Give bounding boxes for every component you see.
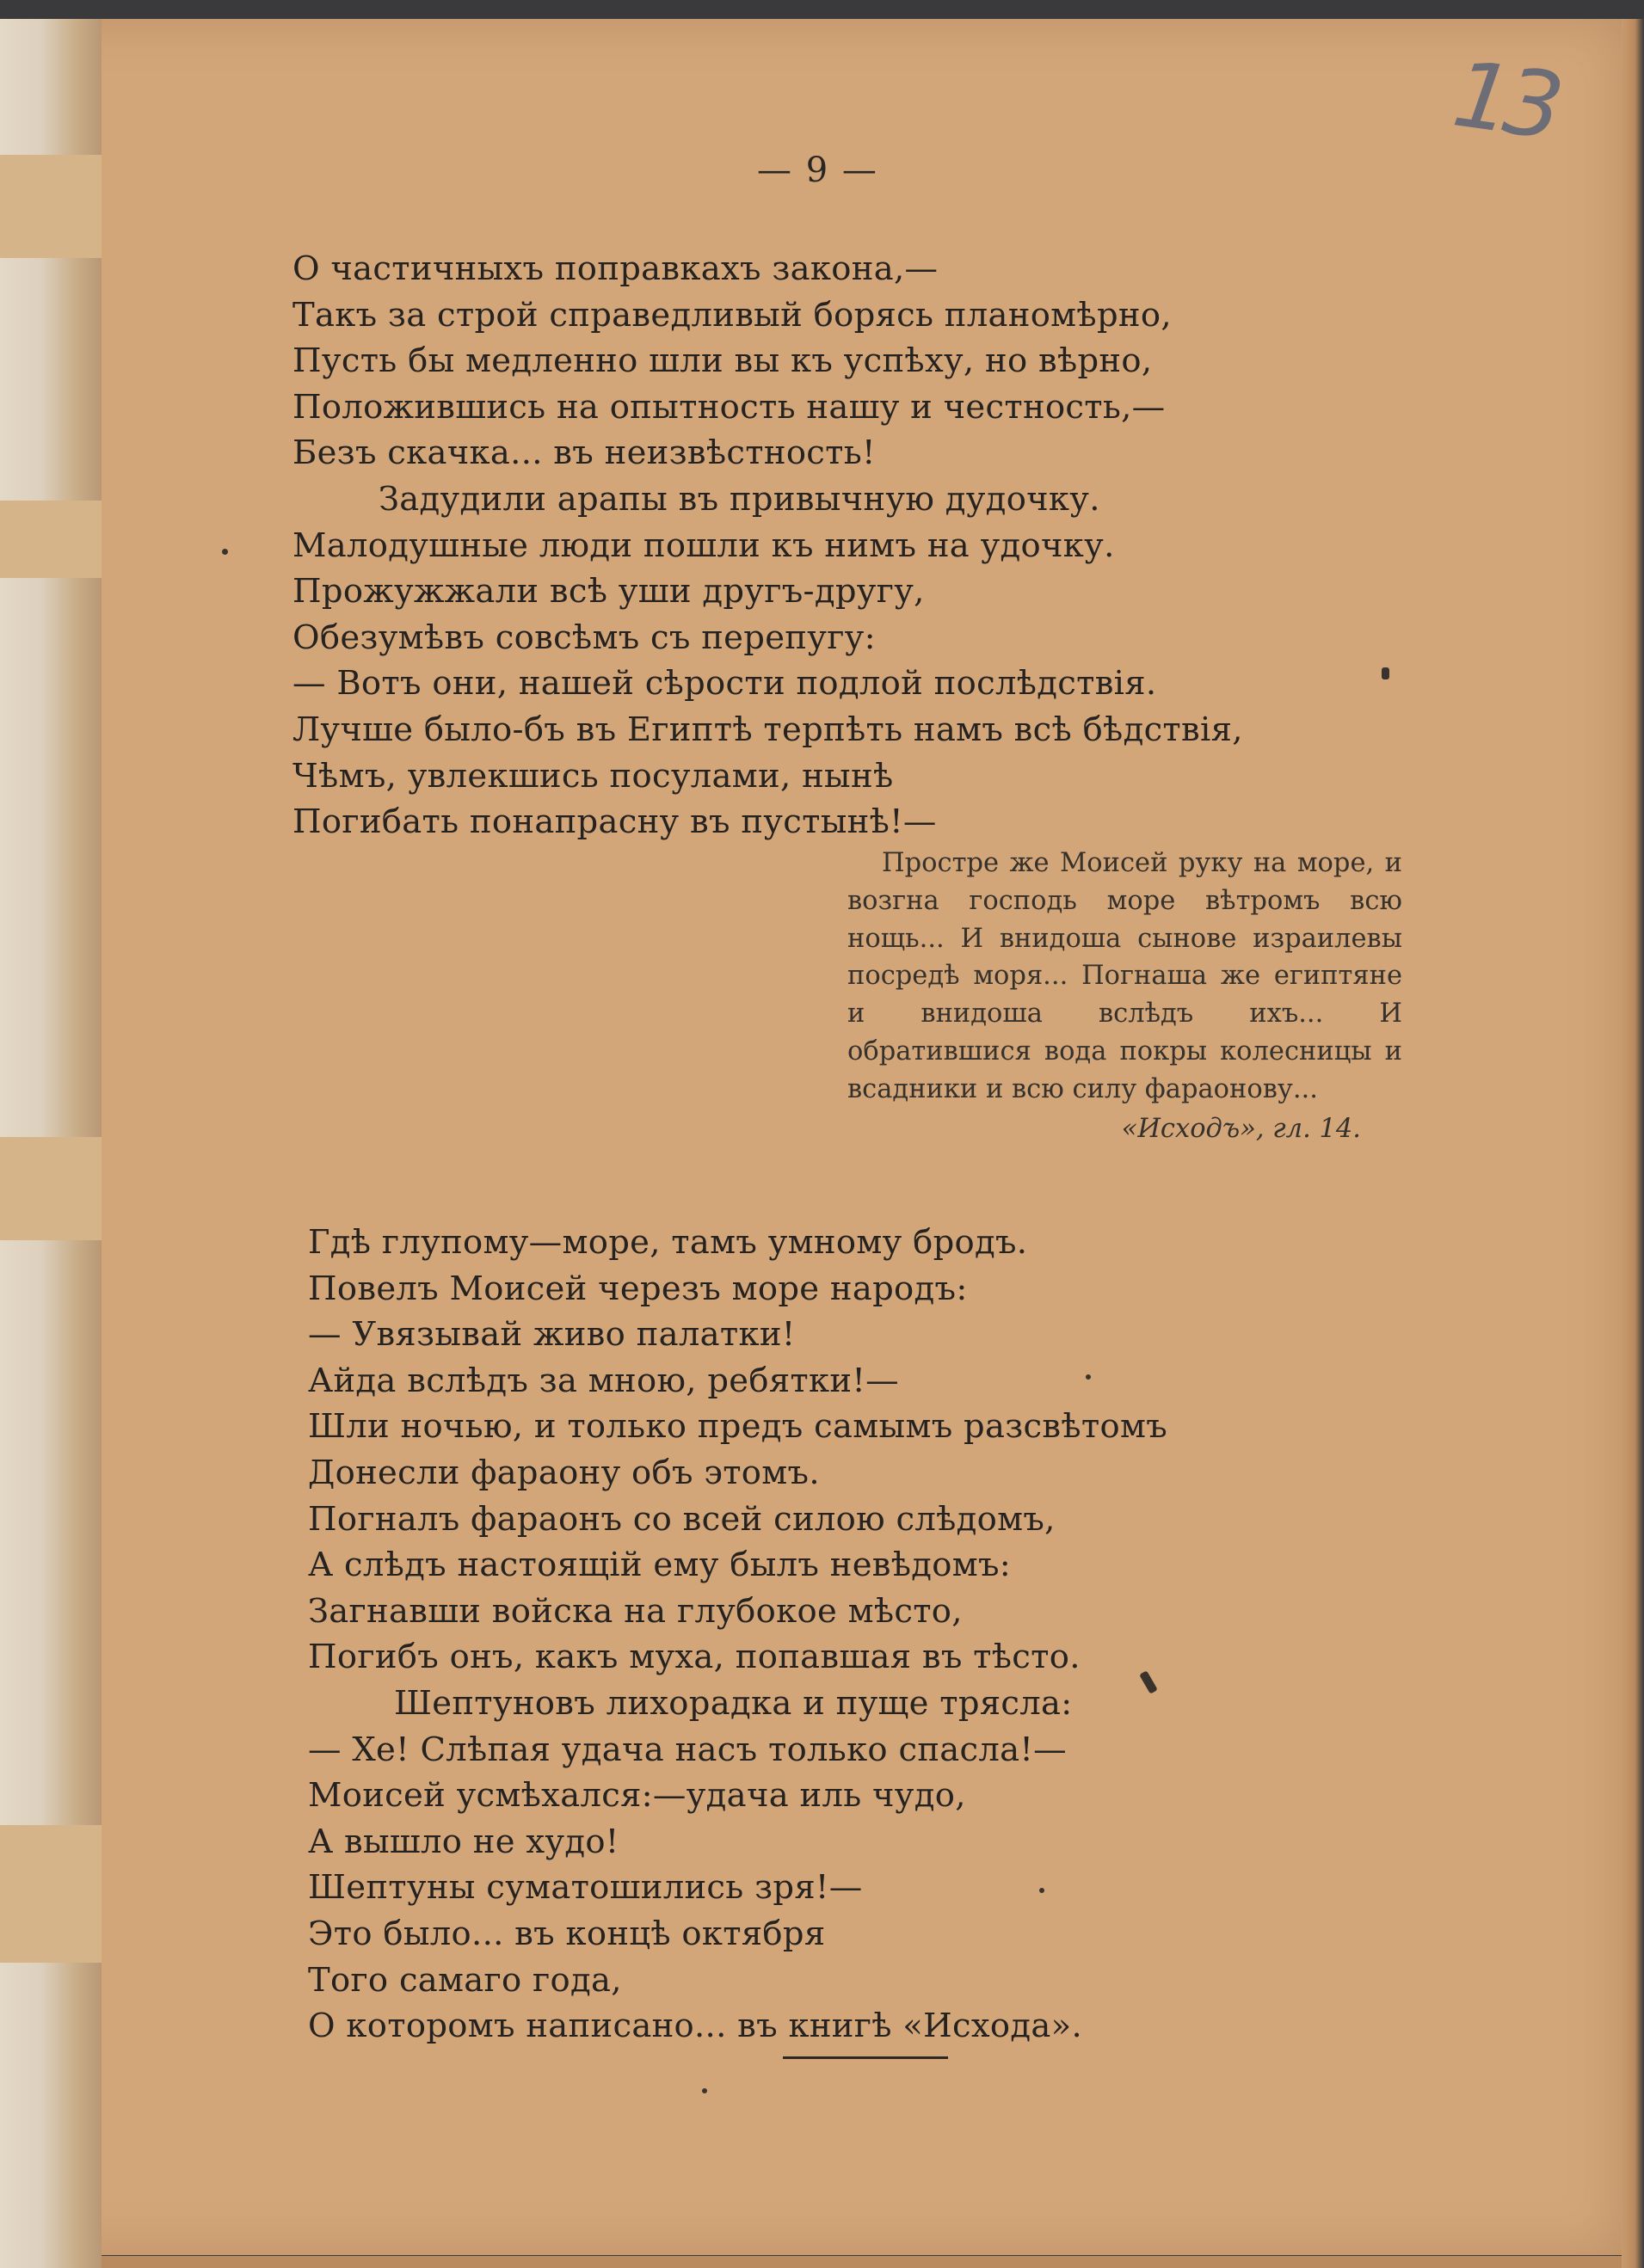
verse-line: — Вотъ они, нашей сѣрости подлой послѣдствія. bbox=[292, 664, 1157, 704]
verse-line: О частичныхъ поправкахъ закона,— bbox=[292, 249, 939, 288]
epigraph-quote bbox=[847, 845, 1402, 1147]
verse-line: — Хе! Слѣпая удача насъ только спасла!— bbox=[308, 1730, 1067, 1769]
page-number: — 9 — bbox=[757, 151, 878, 190]
verse-line: Чѣмъ, увлекшись посулами, нынѣ bbox=[292, 756, 894, 796]
verse-line: А слѣдъ настоящій ему былъ невѣдомъ: bbox=[308, 1546, 1012, 1585]
binding-spine bbox=[0, 19, 102, 2268]
ink-speck bbox=[1382, 667, 1389, 679]
verse-line: Малодушные люди пошли къ нимъ на удочку. bbox=[292, 526, 1115, 565]
ink-speck bbox=[1039, 1888, 1044, 1893]
verse-line: Положившись на опытность нашу и честность,— bbox=[292, 387, 1166, 427]
verse-line: Пусть бы медленно шли вы къ успѣху, но вѣрно, bbox=[292, 341, 1153, 381]
spine-stain bbox=[0, 1825, 102, 1963]
verse-line: Айда вслѣдъ за мною, ребятки!— bbox=[308, 1361, 899, 1400]
verse-line: Донесли фараону объ этомъ. bbox=[308, 1453, 820, 1492]
page-edge bbox=[1622, 19, 1644, 2268]
verse-line: Обезумѣвъ совсѣмъ съ перепугу: bbox=[292, 618, 876, 657]
verse-line: Лучше было-бъ въ Египтѣ терпѣть намъ всѣ бѣдствія, bbox=[292, 710, 1243, 749]
epigraph-source: «Исходъ», гл. 14. bbox=[1121, 1113, 1361, 1144]
poem-part-2 bbox=[308, 1220, 1167, 2050]
verse-line: Безъ скачка... въ неизвѣстность! bbox=[292, 433, 876, 473]
spine-stain bbox=[0, 501, 102, 578]
verse-line: Шептуны суматошились зря!— bbox=[308, 1868, 863, 1908]
verse-line: Погналъ фараонъ со всей силою слѣдомъ, bbox=[308, 1499, 1056, 1539]
poem-part-1 bbox=[292, 246, 1243, 845]
verse-line: Шептуновъ лихорадка и пуще трясла: bbox=[394, 1683, 1073, 1723]
spine-stain bbox=[0, 155, 102, 258]
verse-line: Погибать понапрасну въ пустынѣ!— bbox=[292, 802, 937, 842]
ink-speck bbox=[1086, 1374, 1091, 1380]
handwritten-folio-number: 13 bbox=[1447, 40, 1563, 160]
verse-line: — Увязывай живо палатки! bbox=[308, 1315, 796, 1355]
verse-line: Того самаго года, bbox=[308, 1960, 622, 2000]
verse-line: А вышло не худо! bbox=[308, 1822, 619, 1861]
page-bottom-edge bbox=[102, 2256, 1622, 2268]
ink-speck bbox=[222, 549, 228, 555]
verse-line: Это было... въ концѣ октября bbox=[308, 1914, 826, 1953]
verse-line: Задудили арапы въ привычную дудочку. bbox=[379, 479, 1100, 519]
spine-stain bbox=[0, 1137, 102, 1240]
verse-line: Повелъ Моисей черезъ море народъ: bbox=[308, 1269, 968, 1308]
end-rule bbox=[783, 2056, 948, 2059]
verse-line: Такъ за строй справедливый борясь планомѣрно, bbox=[292, 295, 1172, 335]
verse-line: Гдѣ глупому—море, тамъ умному бродъ. bbox=[308, 1223, 1028, 1262]
ink-speck bbox=[702, 2088, 707, 2093]
epigraph-text: Простре же Моисей руку на море, и возгна господь море вѣтромъ всю нощь... И внидоша сынове израилевы посредѣ моря... Погнаша же египтяне и внидоша вслѣдъ ихъ... И обратившися вода покры колесницы и всадники и всю силу фараонову... bbox=[847, 848, 1402, 1104]
verse-line: Прожужжали всѣ уши другъ-другу, bbox=[292, 572, 925, 612]
verse-line: Шли ночью, и только предъ самымъ разсвѣтомъ bbox=[308, 1407, 1167, 1447]
verse-line: Моисей усмѣхался:—удача иль чудо, bbox=[308, 1776, 966, 1816]
verse-line: Загнавши войска на глубокое мѣсто, bbox=[308, 1591, 963, 1631]
verse-line: О которомъ написано... въ книгѣ «Исхода». bbox=[308, 2007, 1083, 2046]
verse-line: Погибъ онъ, какъ муха, попавшая въ тѣсто. bbox=[308, 1638, 1081, 1677]
